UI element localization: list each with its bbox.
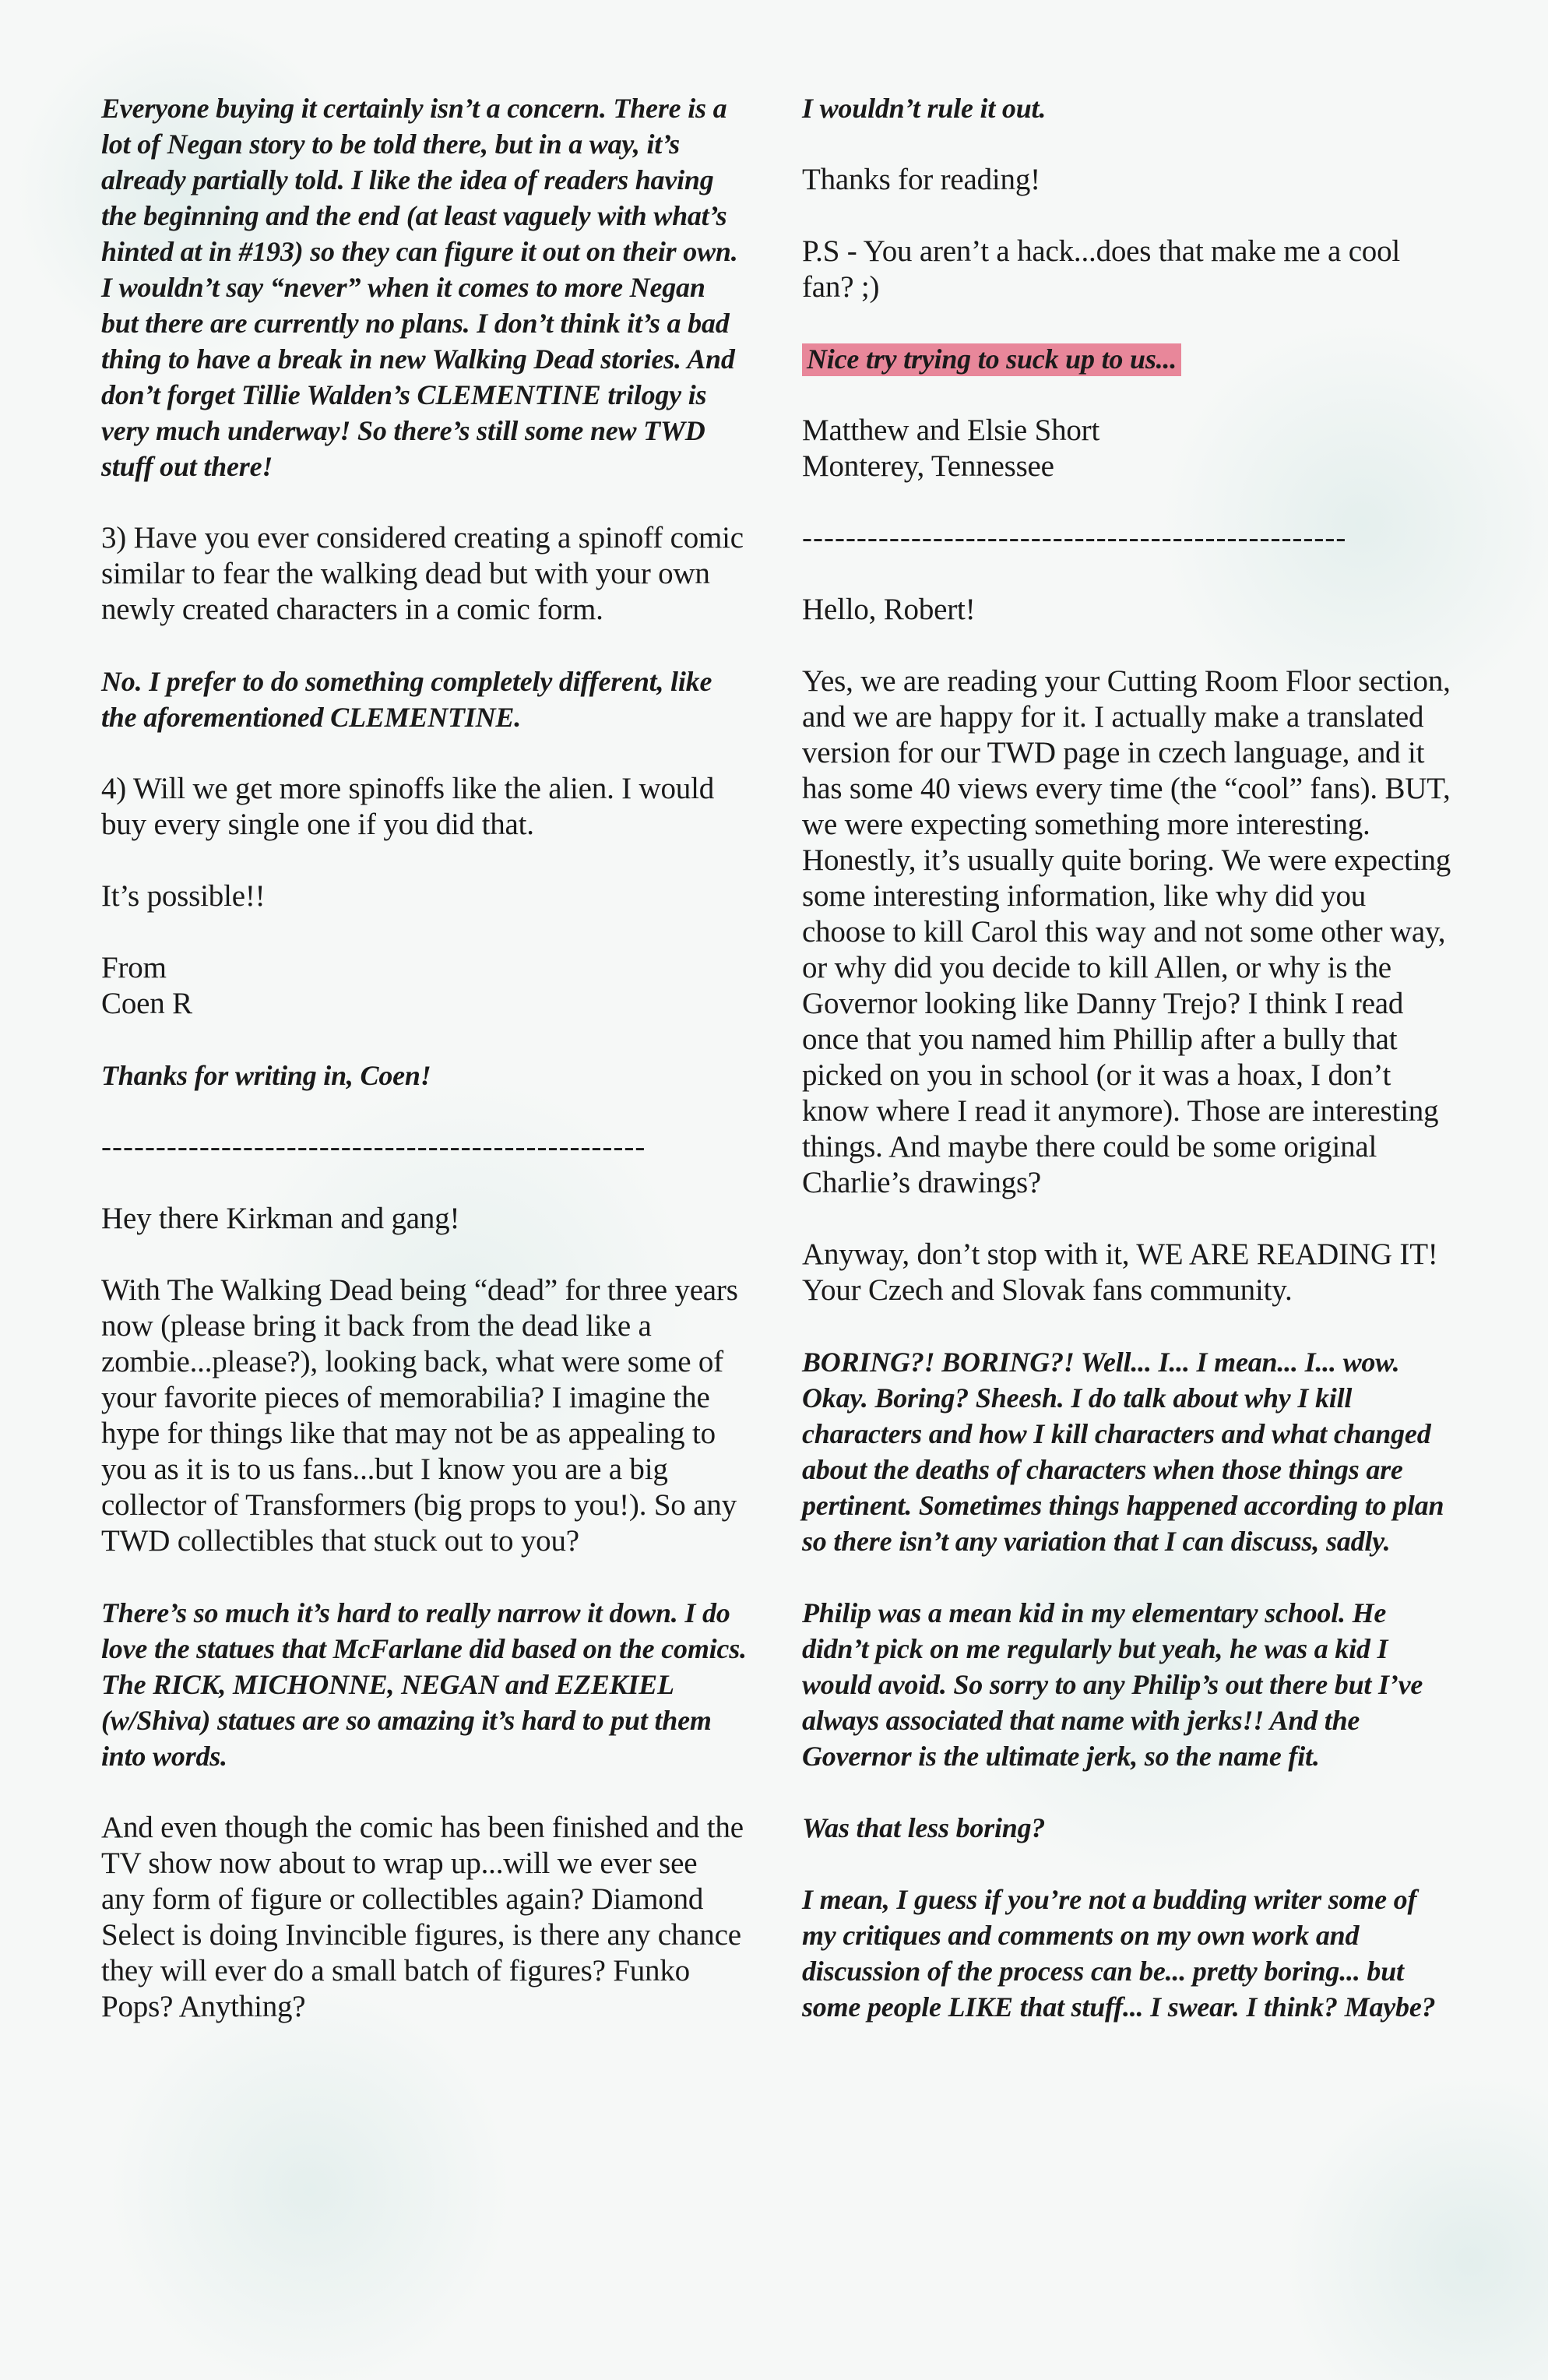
left-column xyxy=(101,90,748,2061)
answer-4: It’s possible!! xyxy=(101,879,266,913)
reply-boring: BORING?! BORING?! Well... I... I mean... I... wow. Okay. Boring? Sheesh. I do talk about why I kill characters and how I kill characters and what changed about the deaths of characters when those things are pertinent. Sometimes things happened according to plan so there isn’t any variation that I can discuss, sadly. xyxy=(802,1347,1444,1557)
signoff-names: Matthew and Elsie Short xyxy=(802,414,1100,447)
letter-paragraph: And even though the comic has been finished and the TV show now about to wrap up...will we ever see any form of figure or collectibles again? Diamond Select is doing Invincible figures, is there any chance they will ever do a small batch of figures? Funko Pops? Anything? xyxy=(101,1811,744,2023)
reply-rule-out: I wouldn’t rule it out. xyxy=(802,93,1047,124)
signoff-place: Monterey, Tennessee xyxy=(802,449,1054,483)
letter-ps: P.S - You aren’t a hack...does that make me a cool fan? ;) xyxy=(802,234,1401,304)
section-divider: -------------------------------------------------- xyxy=(802,521,1347,555)
letter-paragraph: Anyway, don’t stop with it, WE ARE READING IT! xyxy=(802,1238,1438,1271)
letter-signoff: Your Czech and Slovak fans community. xyxy=(802,1273,1293,1307)
letter-thanks: Thanks for reading! xyxy=(802,163,1040,196)
question-4: 4) Will we get more spinoffs like the alien. I would buy every single one if you did that. xyxy=(101,772,715,841)
section-divider: -------------------------------------------------- xyxy=(101,1130,646,1164)
reply-negan: Everyone buying it certainly isn’t a concern. There is a lot of Negan story to be told there, but in a way, it’s already partially told. I like the idea of readers having the beginning and the end (at least vaguely with what’s hinted at in #193) so they can figure it out on their own. I wouldn’t say “never” when it comes to more Negan but there are currently no plans. I don’t think it’s a bad thing to have a break in new Walking Dead stories. And don’t forget Tillie Walden’s CLEMENTINE trilogy is very much underway! So there’s still some new TWD stuff out there! xyxy=(101,93,738,482)
question-3: 3) Have you ever considered creating a spinoff comic similar to fear the walking dead but with your own newly created characters in a comic form. xyxy=(101,521,744,626)
reply-clementine: No. I prefer to do something completely different, like the aforementioned CLEMENTINE. xyxy=(101,666,712,733)
signoff-name: Coen R xyxy=(101,987,192,1020)
reply-i-mean: I mean, I guess if you’re not a budding writer some of my critiques and comments on my own work and discussion of the process can be... pretty boring... but some people LIKE that stuff... I swear. I think? Maybe? xyxy=(802,1884,1436,2023)
right-column xyxy=(802,90,1456,2061)
reply-thanks-coen: Thanks for writing in, Coen! xyxy=(101,1060,431,1091)
reply-suck-up xyxy=(802,341,1456,377)
letter-greeting: Hello, Robert! xyxy=(802,593,976,626)
reply-philip: Philip was a mean kid in my elementary school. He didn’t pick on me regularly but yeah, he was a kid I would avoid. So sorry to any Philip’s out there but I’ve always associated that name with jerks!! And the Governor is the ultimate jerk, so the name fit. xyxy=(802,1597,1423,1772)
letter-paragraph: Yes, we are reading your Cutting Room Floor section, and we are happy for it. I actually make a translated version for our TWD page in czech language, and it has some 40 views every time (the “cool” fans). BUT, we were expecting something more interesting. Honestly, it’s usually quite boring. We were expecting some interesting information, like why did you choose to kill Carol this way and not some other way, or why did you decide to kill Allen, or why is the Governor looking like Danny Trejo? I think I read once that you named him Phillip after a bully that picked on you in school (or it was a hoax, I don’t know where I read it anymore). Those are interesting things. And maybe there could be some original Charlie’s drawings? xyxy=(802,664,1451,1199)
reply-less-boring: Was that less boring? xyxy=(802,1812,1046,1843)
signoff-from: From xyxy=(101,951,167,984)
reply-statues: There’s so much it’s hard to really narrow it down. I do love the statues that McFarlane did based on the comics. The RICK, MICHONNE, NEGAN and EZEKIEL (w/Shiva) statues are so amazing it’s hard to put them into words. xyxy=(101,1597,747,1772)
letter-paragraph: With The Walking Dead being “dead” for three years now (please bring it back from the dead like a zombie...please?), looking back, what were some of your favorite pieces of memorabilia? I imagine the hype for things like that may not be as appealing to you as it is to us fans...but I know you are a big collector of Transformers (big props to you!). So any TWD collectibles that stuck out to you? xyxy=(101,1273,738,1558)
highlighted-reply: Nice try trying to suck up to us... xyxy=(802,343,1181,376)
letter-greeting: Hey there Kirkman and gang! xyxy=(101,1202,460,1235)
